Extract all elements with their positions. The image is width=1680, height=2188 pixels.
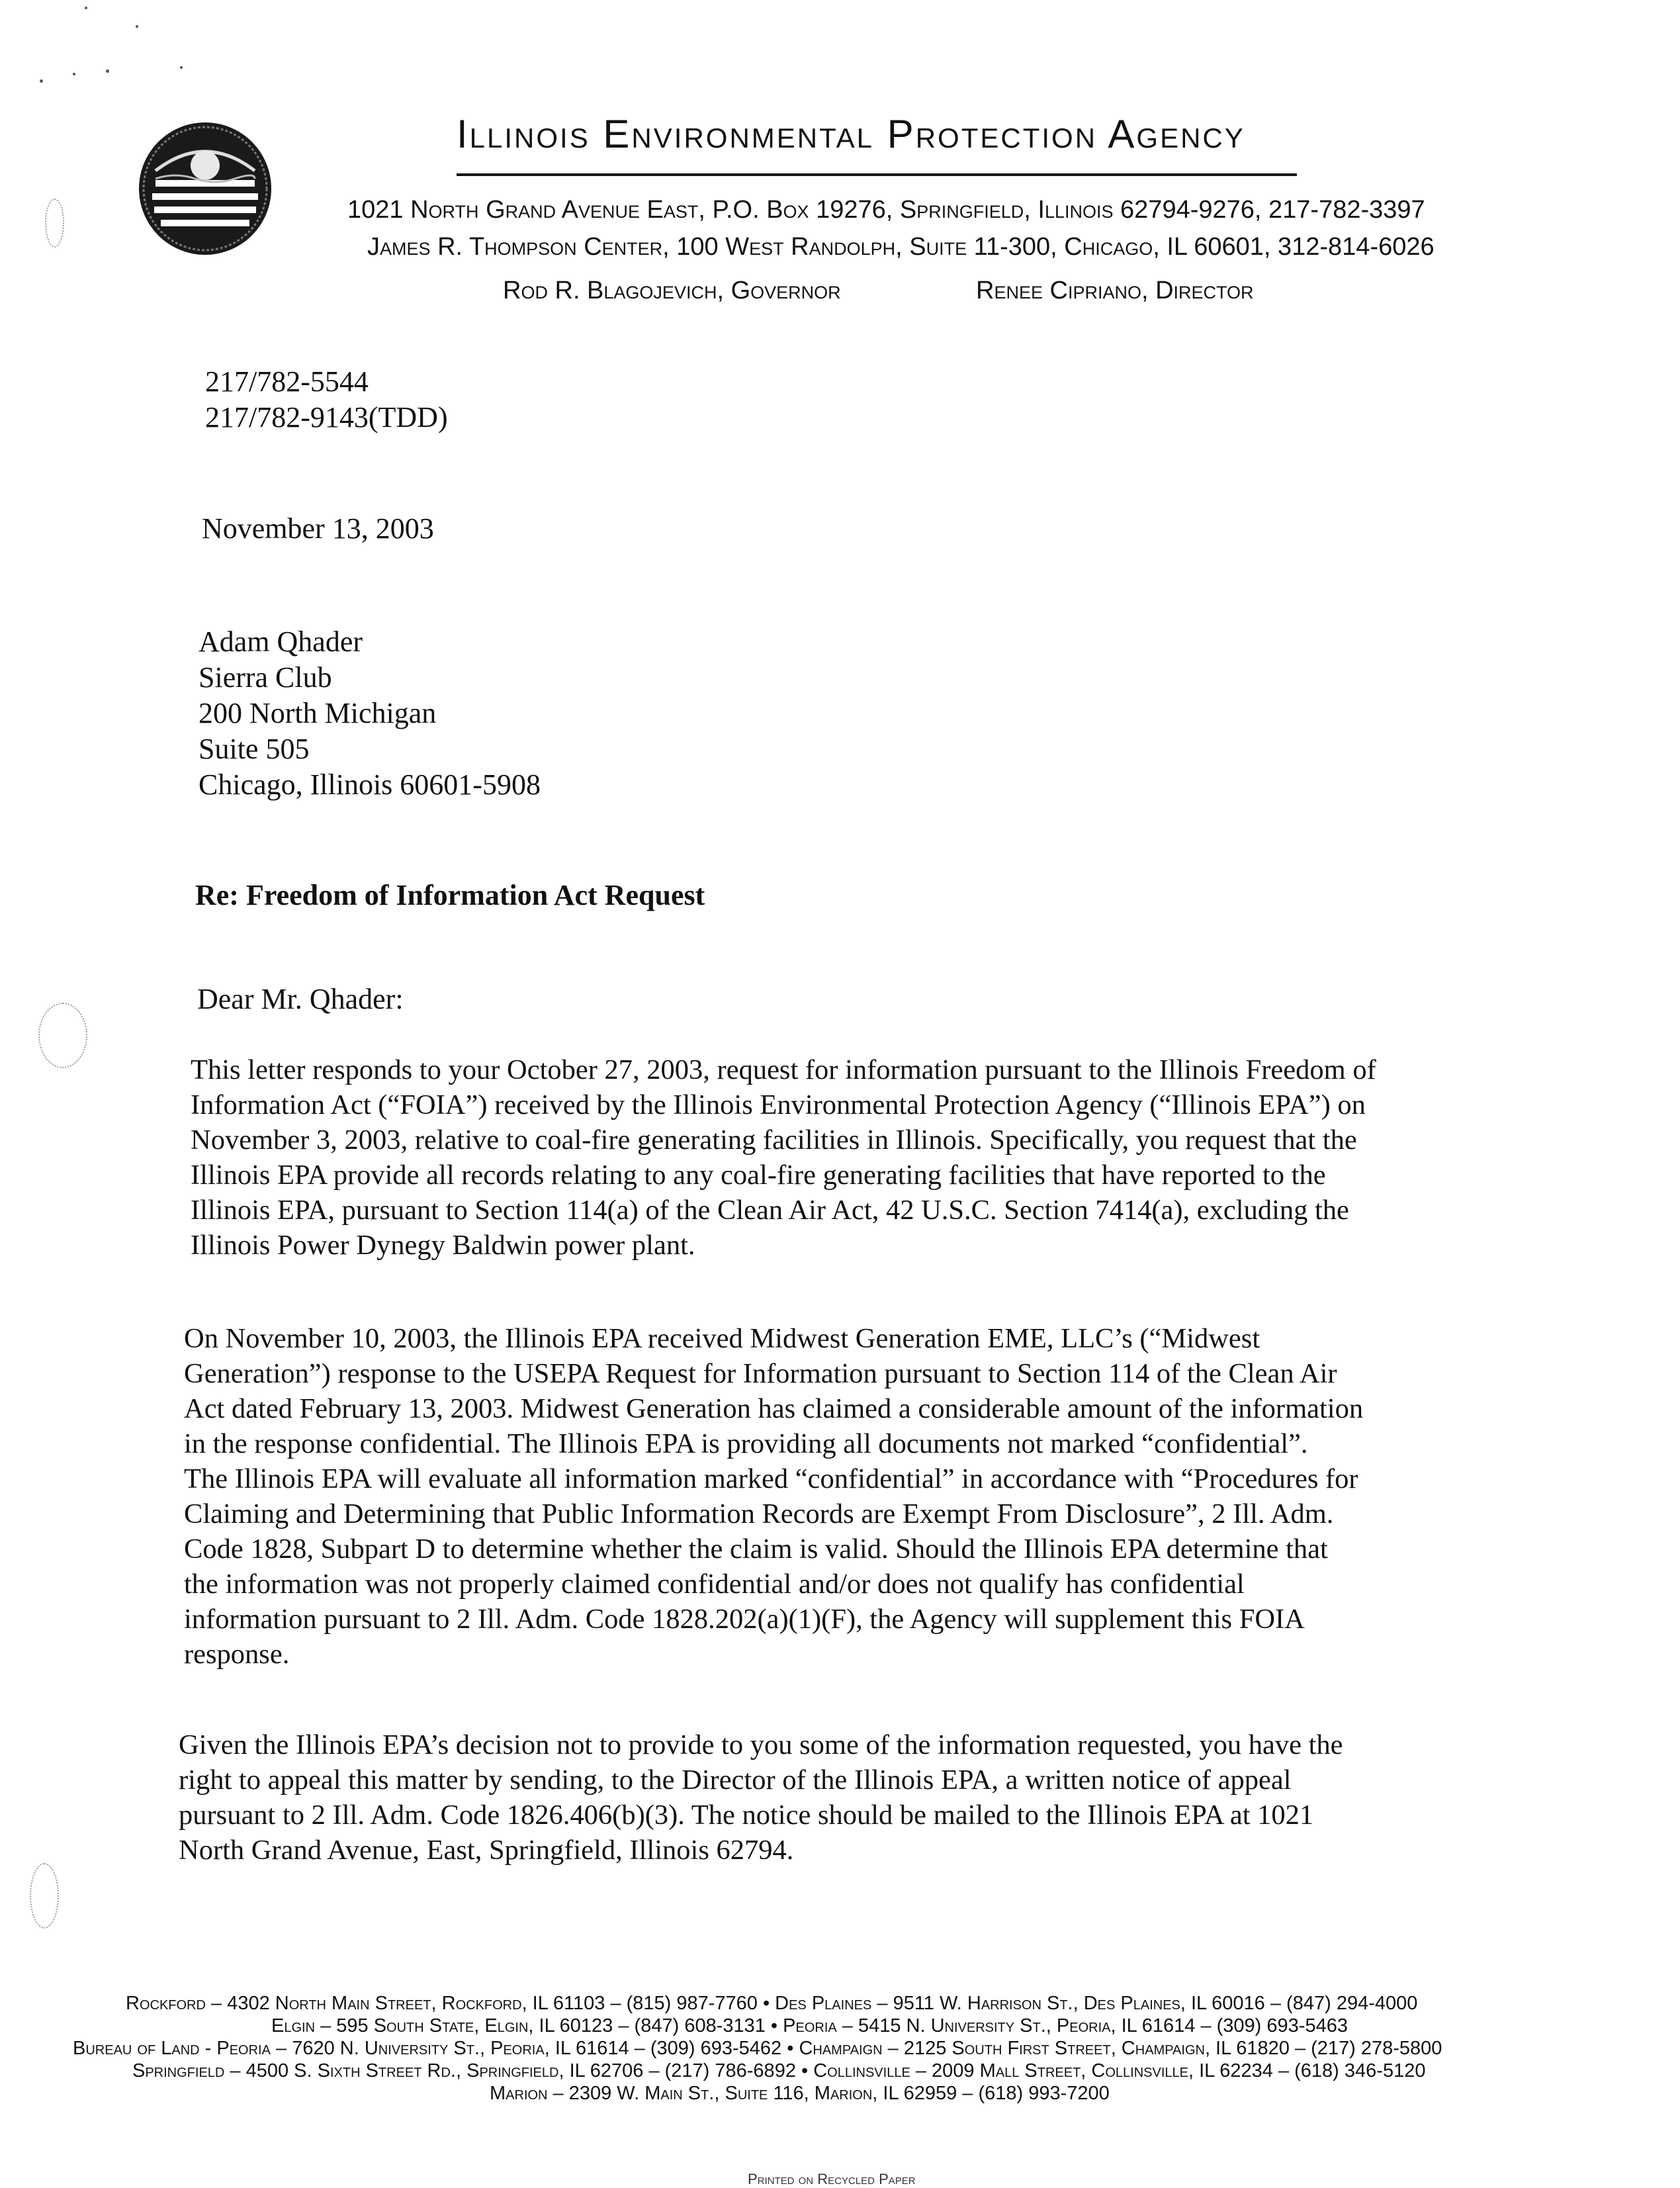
footer-line: Marion – 2309 W. Main St., Suite 116, Marion, IL 62959 – (618) 993-7200: [490, 2083, 1110, 2104]
footer-line: Elgin – 595 South State, Elgin, IL 60123 – (847) 608-3131 • Peoria – 5415 N. University St., Peoria, IL 61614 – (309) 693-5463: [271, 2015, 1348, 2036]
recipient-street: 200 North Michigan: [199, 697, 437, 729]
paragraph-line: Generation”) response to the USEPA Request for Information pursuant to Section 114 of the Clean Air: [184, 1358, 1337, 1389]
phone-number: 217/782-5544: [205, 365, 369, 398]
paragraph-line: in the response confidential. The Illinois EPA is providing all documents not marked “confidential”.: [184, 1428, 1308, 1459]
paragraph-line: Act dated February 13, 2003. Midwest Generation has claimed a considerable amount of the information: [184, 1393, 1364, 1424]
subject-line: Re: Freedom of Information Act Request: [195, 879, 705, 911]
body-paragraph: [184, 1321, 1363, 1672]
scan-speck: [40, 79, 43, 83]
paragraph-line: Illinois EPA, pursuant to Section 114(a) of the Clean Air Act, 42 U.S.C. Section 7414(a), excluding the: [191, 1195, 1349, 1226]
agency-seal-logo: [136, 119, 275, 258]
paragraph-line: North Grand Avenue, East, Springfield, Illinois 62794.: [179, 1835, 794, 1866]
phone-numbers: [205, 364, 448, 435]
paragraph-line: Code 1828, Subpart D to determine whether the claim is valid. Should the Illinois EPA determine that: [184, 1533, 1328, 1565]
recipient-name: Adam Qhader: [199, 625, 363, 658]
body-paragraph: [191, 1052, 1376, 1263]
governor-name: Rod R. Blagojevich, Governor: [503, 277, 841, 304]
footer-line: Rockford – 4302 North Main Street, Rockford, IL 61103 – (815) 987-7760 • Des Plaines – 9511 W. Harrison St., Des Plaines, IL 60016 – (847) 294-4000: [126, 1993, 1418, 2014]
scan-speck: [180, 66, 183, 69]
agency-name: Illinois Environmental Protection Agency: [457, 112, 1245, 156]
scan-speck: [136, 25, 138, 28]
punch-hole: [45, 199, 64, 248]
recipient-city: Chicago, Illinois 60601-5908: [199, 768, 541, 801]
scan-speck: [85, 7, 87, 9]
paragraph-line: The Illinois EPA will evaluate all information marked “confidential” in accordance with “Procedures for: [184, 1463, 1358, 1494]
letterhead-divider: [457, 173, 1297, 176]
director-name: Renee Cipriano, Director: [976, 277, 1254, 304]
paragraph-line: the information was not properly claimed confidential and/or does not qualify has confidential: [184, 1569, 1245, 1600]
scan-speck: [106, 69, 109, 73]
punch-hole: [30, 1863, 59, 1929]
body-paragraph: [179, 1727, 1343, 1868]
salutation: Dear Mr. Qhader:: [197, 983, 404, 1015]
footer-line: Bureau of Land - Peoria – 7620 N. University St., Peoria, IL 61614 – (309) 693-5462 • Champaign – 2125 South First Street, Champaign, IL 61820 – (217) 278-5800: [73, 2038, 1442, 2059]
agency-address-chicago: James R. Thompson Center, 100 West Randolph, Suite 11-300, Chicago, IL 60601, 312-814-6026: [367, 233, 1435, 261]
recipient-suite: Suite 505: [199, 733, 310, 765]
scan-speck: [73, 73, 75, 75]
paragraph-line: Illinois Power Dynegy Baldwin power plant.: [191, 1230, 695, 1261]
paragraph-line: Claiming and Determining that Public Information Records are Exempt From Disclosure”, 2 Ill. Adm.: [184, 1498, 1334, 1529]
paragraph-line: November 3, 2003, relative to coal-fire generating facilities in Illinois. Specifically, you request that the: [191, 1124, 1357, 1156]
paragraph-line: On November 10, 2003, the Illinois EPA received Midwest Generation EME, LLC’s (“Midwest: [184, 1323, 1260, 1354]
recycled-paper-note: Printed on Recycled Paper: [748, 2171, 916, 2187]
agency-address-springfield: 1021 North Grand Avenue East, P.O. Box 19276, Springfield, Illinois 62794-9276, 217-782-3397: [347, 196, 1425, 224]
paragraph-line: This letter responds to your October 27, 2003, request for information pursuant to the Illinois Freedom of: [191, 1054, 1376, 1085]
footer-line: Springfield – 4500 S. Sixth Street Rd., Springfield, IL 62706 – (217) 786-6892 • Collinsville – 2009 Mall Street, Collinsville, IL 62234 – (618) 346-5120: [132, 2060, 1426, 2081]
paragraph-line: Given the Illinois EPA’s decision not to provide to you some of the information requested, you have the: [179, 1729, 1343, 1760]
letter-date: November 13, 2003: [202, 512, 434, 545]
paragraph-line: Illinois EPA provide all records relating to any coal-fire generating facilities that have reported to the: [191, 1160, 1326, 1191]
tdd-number: 217/782-9143(TDD): [205, 401, 448, 433]
paragraph-line: pursuant to 2 Ill. Adm. Code 1826.406(b)(3). The notice should be mailed to the Illinois EPA at 1021: [179, 1800, 1314, 1831]
paragraph-line: information pursuant to 2 Ill. Adm. Code 1828.202(a)(1)(F), the Agency will supplement this FOIA: [184, 1604, 1305, 1635]
recipient-address-block: [199, 624, 541, 803]
paragraph-line: response.: [184, 1639, 290, 1670]
punch-hole: [38, 1003, 87, 1068]
paragraph-line: Information Act (“FOIA”) received by the Illinois Environmental Protection Agency (“Illinois EPA”) on: [191, 1089, 1366, 1120]
recipient-organization: Sierra Club: [199, 661, 332, 694]
paragraph-line: right to appeal this matter by sending, to the Director of the Illinois EPA, a written notice of appeal: [179, 1764, 1292, 1796]
